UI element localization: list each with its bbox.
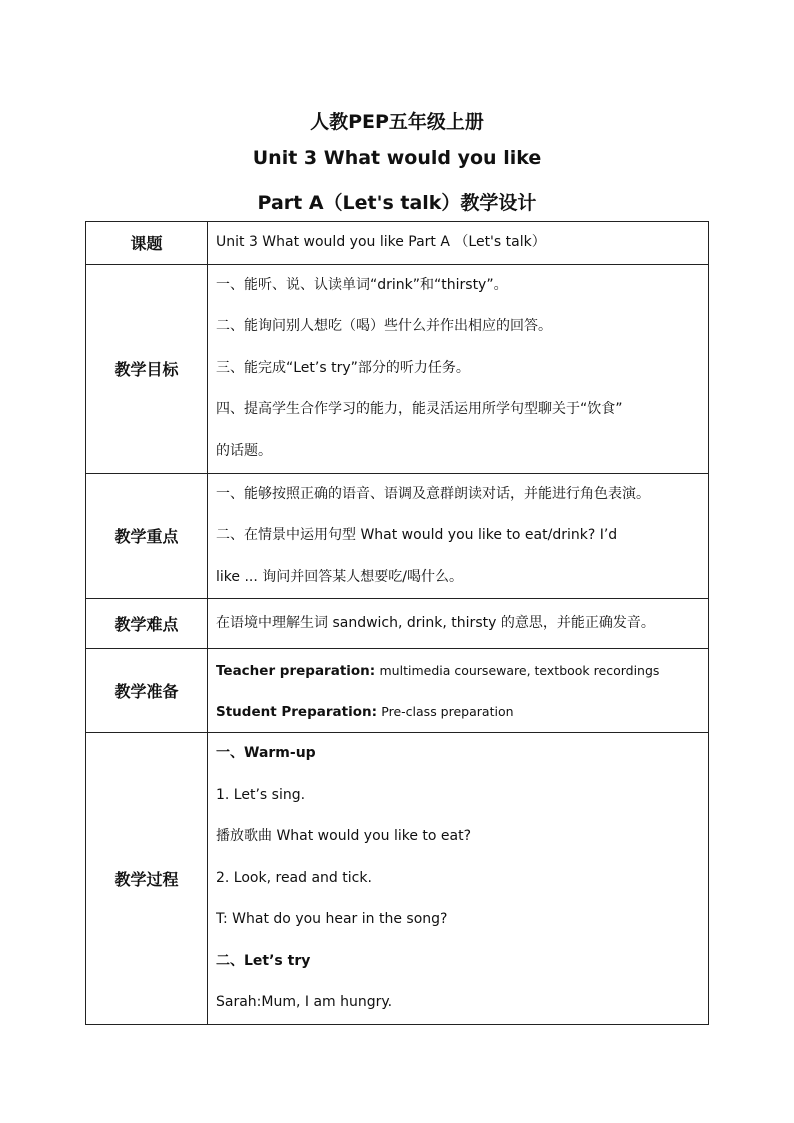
lesson-plan-table: [85, 221, 709, 1025]
process-line: 1. Let’s sing.: [216, 786, 306, 803]
preparation-cell: [208, 649, 709, 733]
teacher-preparation-label: Teacher preparation:: [216, 662, 376, 679]
key-point-line: like ... 询问并回答某人想要吃/喝什么。: [216, 568, 463, 585]
key-point-line: 一、能够按照正确的语音、语调及意群朗读对话，并能进行角色表演。: [216, 485, 650, 502]
table-row-preparation: [86, 649, 709, 733]
table-row-process: [86, 733, 709, 1025]
table-row-topic: [86, 222, 709, 265]
document-unit-title: Unit 3 What would you like: [252, 147, 542, 169]
objectives-cell: [208, 264, 709, 473]
key-points-cell: [208, 473, 709, 599]
process-line: T: What do you hear in the song?: [216, 911, 448, 928]
process-section-heading: 二、Let’s try: [216, 952, 311, 969]
row-label-topic: 课题: [86, 222, 208, 265]
objective-line: 三、能完成“Let’s try”部分的听力任务。: [216, 359, 470, 376]
difficulty-line: 在语境中理解生词 sandwich, drink, thirsty 的意思，并能正确发音。: [216, 614, 655, 631]
row-label-key-points: 教学重点: [86, 473, 208, 599]
topic-line: Unit 3 What would you like Part A （Let's talk）: [216, 234, 546, 250]
objective-line: 的话题。: [216, 442, 272, 459]
objective-line: 二、能询问别人想吃（喝）些什么并作出相应的回答。: [216, 318, 552, 335]
objective-line: 一、能听、说、认读单词“drink”和“thirsty”。: [216, 276, 508, 293]
topic-text: [208, 222, 709, 265]
table-row-difficulties: [86, 599, 709, 649]
document-title: 人教PEP五年级上册: [310, 111, 484, 133]
process-line: 2. Look, read and tick.: [216, 869, 372, 886]
difficulties-cell: [208, 599, 709, 649]
row-label-objectives: 教学目标: [86, 264, 208, 473]
row-label-difficulties: 教学难点: [86, 599, 208, 649]
teacher-preparation: [216, 650, 702, 691]
document-part-title: Part A（Let's talk）教学设计: [257, 192, 537, 214]
teacher-preparation-value: multimedia courseware, textbook recordings: [379, 662, 660, 678]
student-preparation-value: Pre-class preparation: [381, 703, 514, 719]
table-row-objectives: [86, 264, 709, 473]
process-cell: [208, 733, 709, 1025]
student-preparation-label: Student Preparation:: [216, 703, 377, 720]
process-line: Sarah:Mum, I am hungry.: [216, 994, 393, 1011]
student-preparation: [216, 691, 702, 732]
table-row-key-points: [86, 473, 709, 599]
row-label-process: 教学过程: [86, 733, 208, 1025]
objective-line: 四、提高学生合作学习的能力，能灵活运用所学句型聊关于“饮食”: [216, 401, 623, 418]
key-point-line: 二、在情景中运用句型 What would you like to eat/drink? I’d: [216, 527, 618, 543]
process-section-heading: 一、Warm-up: [216, 745, 316, 762]
process-line: 播放歌曲 What would you like to eat?: [216, 828, 472, 845]
row-label-preparation: 教学准备: [86, 649, 208, 733]
